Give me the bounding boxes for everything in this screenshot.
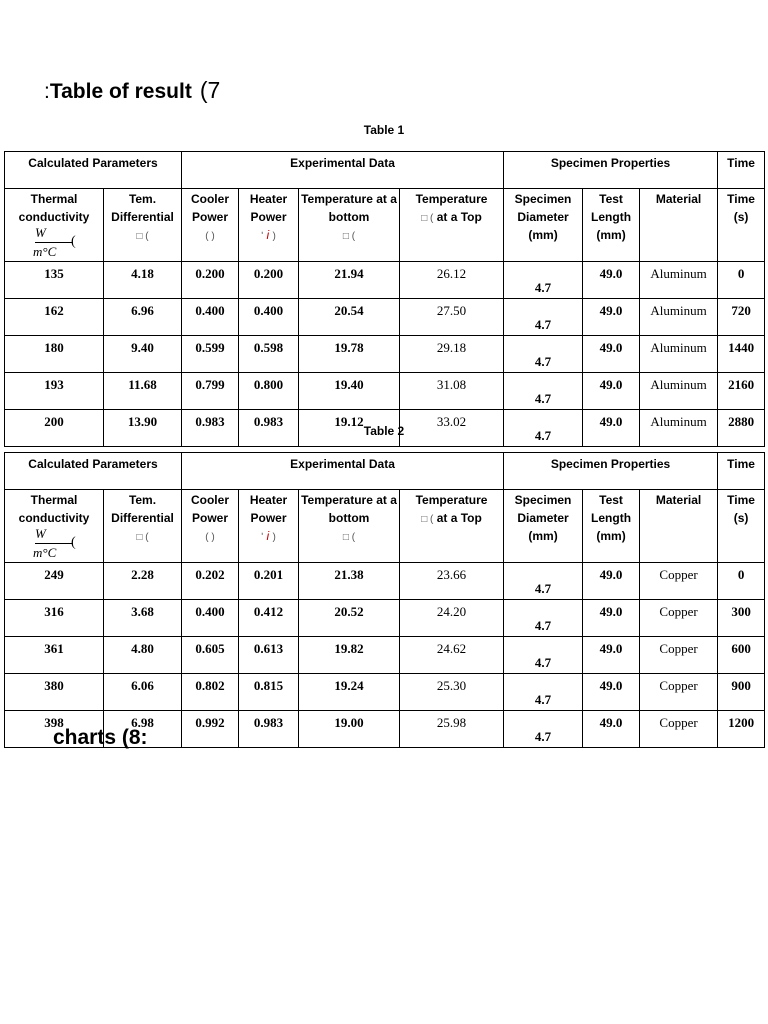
cell-cooler-power: 0.202 [182, 563, 239, 600]
cell-temp-bottom: 20.52 [299, 600, 400, 637]
cell-test-length: 49.0 [583, 600, 640, 637]
col-header-tem-differential: Tem. Differential □ ( [104, 189, 182, 262]
col-header-tem-diff-label: Tem. Differential [111, 493, 174, 525]
col-header-temp-top-label: at a Top [436, 511, 482, 525]
col-header-temp-bottom-label: Temperature at a bottom [301, 192, 397, 224]
col-header-tem-differential: Tem. Differential □ ( [104, 490, 182, 563]
cell-time: 720 [718, 299, 765, 336]
cell-specimen-diameter: 4.7 [504, 711, 583, 748]
thermal-unit-numerator: W [35, 526, 46, 541]
cell-test-length: 49.0 [583, 674, 640, 711]
cell-temp-bottom: 19.82 [299, 637, 400, 674]
results-table-2 [4, 452, 765, 748]
thermal-unit-denominator: m°C [33, 545, 57, 560]
cell-cooler-power: 0.802 [182, 674, 239, 711]
thermal-unit-numerator: W [35, 225, 46, 240]
cell-material: Copper [640, 674, 718, 711]
cell-time: 600 [718, 637, 765, 674]
cell-specimen-diameter: 4.7 [504, 373, 583, 410]
cell-temp-top: 26.12 [400, 262, 504, 299]
cell-temp-top: 23.66 [400, 563, 504, 600]
cell-tem-differential: 4.80 [104, 637, 182, 674]
cell-heater-power: 0.613 [239, 637, 299, 674]
col-header-specimen-diameter: Specimen Diameter (mm) [504, 189, 583, 262]
cell-time: 2880 [718, 410, 765, 447]
cell-temp-top: 33.02 [400, 410, 504, 447]
cell-temp-top: 24.20 [400, 600, 504, 637]
thermal-unit-denominator: m°C [33, 244, 57, 259]
thermal-unit-fraction: W ( m°C [33, 526, 76, 560]
col-header-specimen-diameter: Specimen Diameter (mm) [504, 490, 583, 563]
cell-thermal-conductivity: 398 [5, 711, 104, 748]
col-header-heater-power: Heater Power ʹ i ) [239, 490, 299, 563]
table-row [5, 262, 765, 299]
col-header-time-s: Time (s) [718, 189, 765, 262]
table-row [5, 563, 765, 600]
cell-heater-power: 0.800 [239, 373, 299, 410]
cell-temp-bottom: 19.40 [299, 373, 400, 410]
table-row [5, 336, 765, 373]
col-header-heater-label: Heater Power [249, 192, 288, 224]
col-header-temp-top: Temperature □ ( at a Top [400, 490, 504, 563]
heading-title: Table of result [49, 80, 192, 103]
cell-tem-differential: 4.18 [104, 262, 182, 299]
group-header-specimen: Specimen Properties [504, 453, 718, 490]
cell-test-length: 49.0 [583, 299, 640, 336]
col-header-thermal-conductivity [5, 490, 104, 563]
cell-material: Aluminum [640, 410, 718, 447]
cell-thermal-conductivity: 200 [5, 410, 104, 447]
cell-time: 0 [718, 262, 765, 299]
cell-material: Copper [640, 637, 718, 674]
col-header-heater-label: Heater Power [249, 493, 288, 525]
cell-temp-bottom: 19.78 [299, 336, 400, 373]
col-header-cooler-label: Cooler Power [190, 192, 229, 224]
cell-test-length: 49.0 [583, 637, 640, 674]
cell-tem-differential: 6.98 [104, 711, 182, 748]
cell-thermal-conductivity: 193 [5, 373, 104, 410]
cell-tem-differential: 3.68 [104, 600, 182, 637]
cell-temp-bottom: 20.54 [299, 299, 400, 336]
table-1-caption: Table 1 [363, 123, 405, 137]
section-heading-table-of-result [44, 77, 220, 104]
group-header-calculated: Calculated Parameters [5, 152, 182, 189]
cell-cooler-power: 0.983 [182, 410, 239, 447]
cell-temp-top: 25.30 [400, 674, 504, 711]
cell-cooler-power: 0.992 [182, 711, 239, 748]
cell-test-length: 49.0 [583, 373, 640, 410]
section-heading-charts: charts (8: [53, 726, 148, 749]
cell-tem-differential: 6.96 [104, 299, 182, 336]
table-row [5, 637, 765, 674]
cell-specimen-diameter: 4.7 [504, 600, 583, 637]
col-header-heater-power: Heater Power ʹ i ) [239, 189, 299, 262]
cell-thermal-conductivity: 135 [5, 262, 104, 299]
cell-tem-differential: 11.68 [104, 373, 182, 410]
cell-material: Copper [640, 563, 718, 600]
cell-specimen-diameter: 4.7 [504, 410, 583, 447]
col-header-temp-top-word: Temperature [415, 192, 488, 206]
cell-tem-differential: 13.90 [104, 410, 182, 447]
cell-temp-bottom: 21.38 [299, 563, 400, 600]
col-header-test-length: Test Length (mm) [583, 189, 640, 262]
cell-specimen-diameter: 4.7 [504, 336, 583, 373]
group-header-calculated: Calculated Parameters [5, 453, 182, 490]
group-header-specimen: Specimen Properties [504, 152, 718, 189]
cell-tem-differential: 2.28 [104, 563, 182, 600]
cell-heater-power: 0.200 [239, 262, 299, 299]
cell-material: Copper [640, 711, 718, 748]
cell-time: 2160 [718, 373, 765, 410]
table-row [5, 373, 765, 410]
cell-material: Aluminum [640, 262, 718, 299]
cell-time: 1200 [718, 711, 765, 748]
cell-temp-top: 31.08 [400, 373, 504, 410]
cell-thermal-conductivity: 380 [5, 674, 104, 711]
cell-temp-bottom: 19.24 [299, 674, 400, 711]
cell-temp-top: 25.98 [400, 711, 504, 748]
group-header-experimental: Experimental Data [182, 152, 504, 189]
cell-cooler-power: 0.400 [182, 600, 239, 637]
col-header-time-s: Time (s) [718, 490, 765, 563]
cell-thermal-conductivity: 162 [5, 299, 104, 336]
cell-cooler-power: 0.200 [182, 262, 239, 299]
cell-cooler-power: 0.605 [182, 637, 239, 674]
col-header-cooler-power: Cooler Power ( ) [182, 189, 239, 262]
cell-specimen-diameter: 4.7 [504, 563, 583, 600]
group-header-experimental: Experimental Data [182, 453, 504, 490]
cell-thermal-conductivity: 180 [5, 336, 104, 373]
cell-heater-power: 0.201 [239, 563, 299, 600]
cell-specimen-diameter: 4.7 [504, 299, 583, 336]
col-header-temp-bottom-label: Temperature at a bottom [301, 493, 397, 525]
cell-tem-differential: 6.06 [104, 674, 182, 711]
cell-test-length: 49.0 [583, 410, 640, 447]
cell-specimen-diameter: 4.7 [504, 262, 583, 299]
table-row [5, 600, 765, 637]
col-header-temp-top-word: Temperature [415, 493, 488, 507]
cell-material: Aluminum [640, 336, 718, 373]
cell-temp-top: 29.18 [400, 336, 504, 373]
cell-heater-power: 0.983 [239, 711, 299, 748]
cell-test-length: 49.0 [583, 336, 640, 373]
cell-tem-differential: 9.40 [104, 336, 182, 373]
cell-heater-power: 0.983 [239, 410, 299, 447]
cell-time: 300 [718, 600, 765, 637]
col-header-thermal-conductivity [5, 189, 104, 262]
table-row [5, 674, 765, 711]
col-header-material: Material [640, 490, 718, 563]
group-header-time: Time [718, 453, 765, 490]
cell-time: 0 [718, 563, 765, 600]
cell-heater-power: 0.815 [239, 674, 299, 711]
cell-material: Aluminum [640, 299, 718, 336]
cell-test-length: 49.0 [583, 711, 640, 748]
cell-heater-power: 0.400 [239, 299, 299, 336]
table-2-caption: Table 2 [363, 424, 405, 438]
col-header-cooler-power: Cooler Power ( ) [182, 490, 239, 563]
cell-thermal-conductivity: 316 [5, 600, 104, 637]
cell-heater-power: 0.598 [239, 336, 299, 373]
col-header-temp-top: Temperature □ ( at a Top [400, 189, 504, 262]
thermal-unit-fraction: W ( m°C [33, 225, 76, 259]
col-header-temp-bottom: Temperature at a bottom □ ( [299, 189, 400, 262]
cell-temp-bottom: 21.94 [299, 262, 400, 299]
col-header-temp-bottom: Temperature at a bottom □ ( [299, 490, 400, 563]
cell-material: Aluminum [640, 373, 718, 410]
cell-specimen-diameter: 4.7 [504, 637, 583, 674]
col-header-tem-diff-label: Tem. Differential [111, 192, 174, 224]
cell-heater-power: 0.412 [239, 600, 299, 637]
cell-test-length: 49.0 [583, 563, 640, 600]
results-table-1 [4, 151, 765, 447]
cell-cooler-power: 0.799 [182, 373, 239, 410]
cell-test-length: 49.0 [583, 262, 640, 299]
cell-thermal-conductivity: 249 [5, 563, 104, 600]
col-header-thermal-label: Thermal conductivity [18, 493, 90, 525]
heading-colon: : [44, 80, 50, 103]
cell-material: Copper [640, 600, 718, 637]
cell-time: 900 [718, 674, 765, 711]
cell-time: 1440 [718, 336, 765, 373]
cell-cooler-power: 0.599 [182, 336, 239, 373]
col-header-thermal-label: Thermal conductivity [18, 192, 90, 224]
cell-specimen-diameter: 4.7 [504, 674, 583, 711]
cell-cooler-power: 0.400 [182, 299, 239, 336]
cell-temp-top: 24.62 [400, 637, 504, 674]
cell-thermal-conductivity: 361 [5, 637, 104, 674]
col-header-cooler-label: Cooler Power [190, 493, 229, 525]
col-header-material: Material [640, 189, 718, 262]
group-header-time: Time [718, 152, 765, 189]
cell-temp-top: 27.50 [400, 299, 504, 336]
col-header-temp-top-label: at a Top [436, 210, 482, 224]
heading-number: (7 [199, 77, 221, 103]
cell-temp-bottom: 19.00 [299, 711, 400, 748]
col-header-test-length: Test Length (mm) [583, 490, 640, 563]
cell-temp-bottom: 19.12 [299, 410, 400, 447]
table-row [5, 299, 765, 336]
